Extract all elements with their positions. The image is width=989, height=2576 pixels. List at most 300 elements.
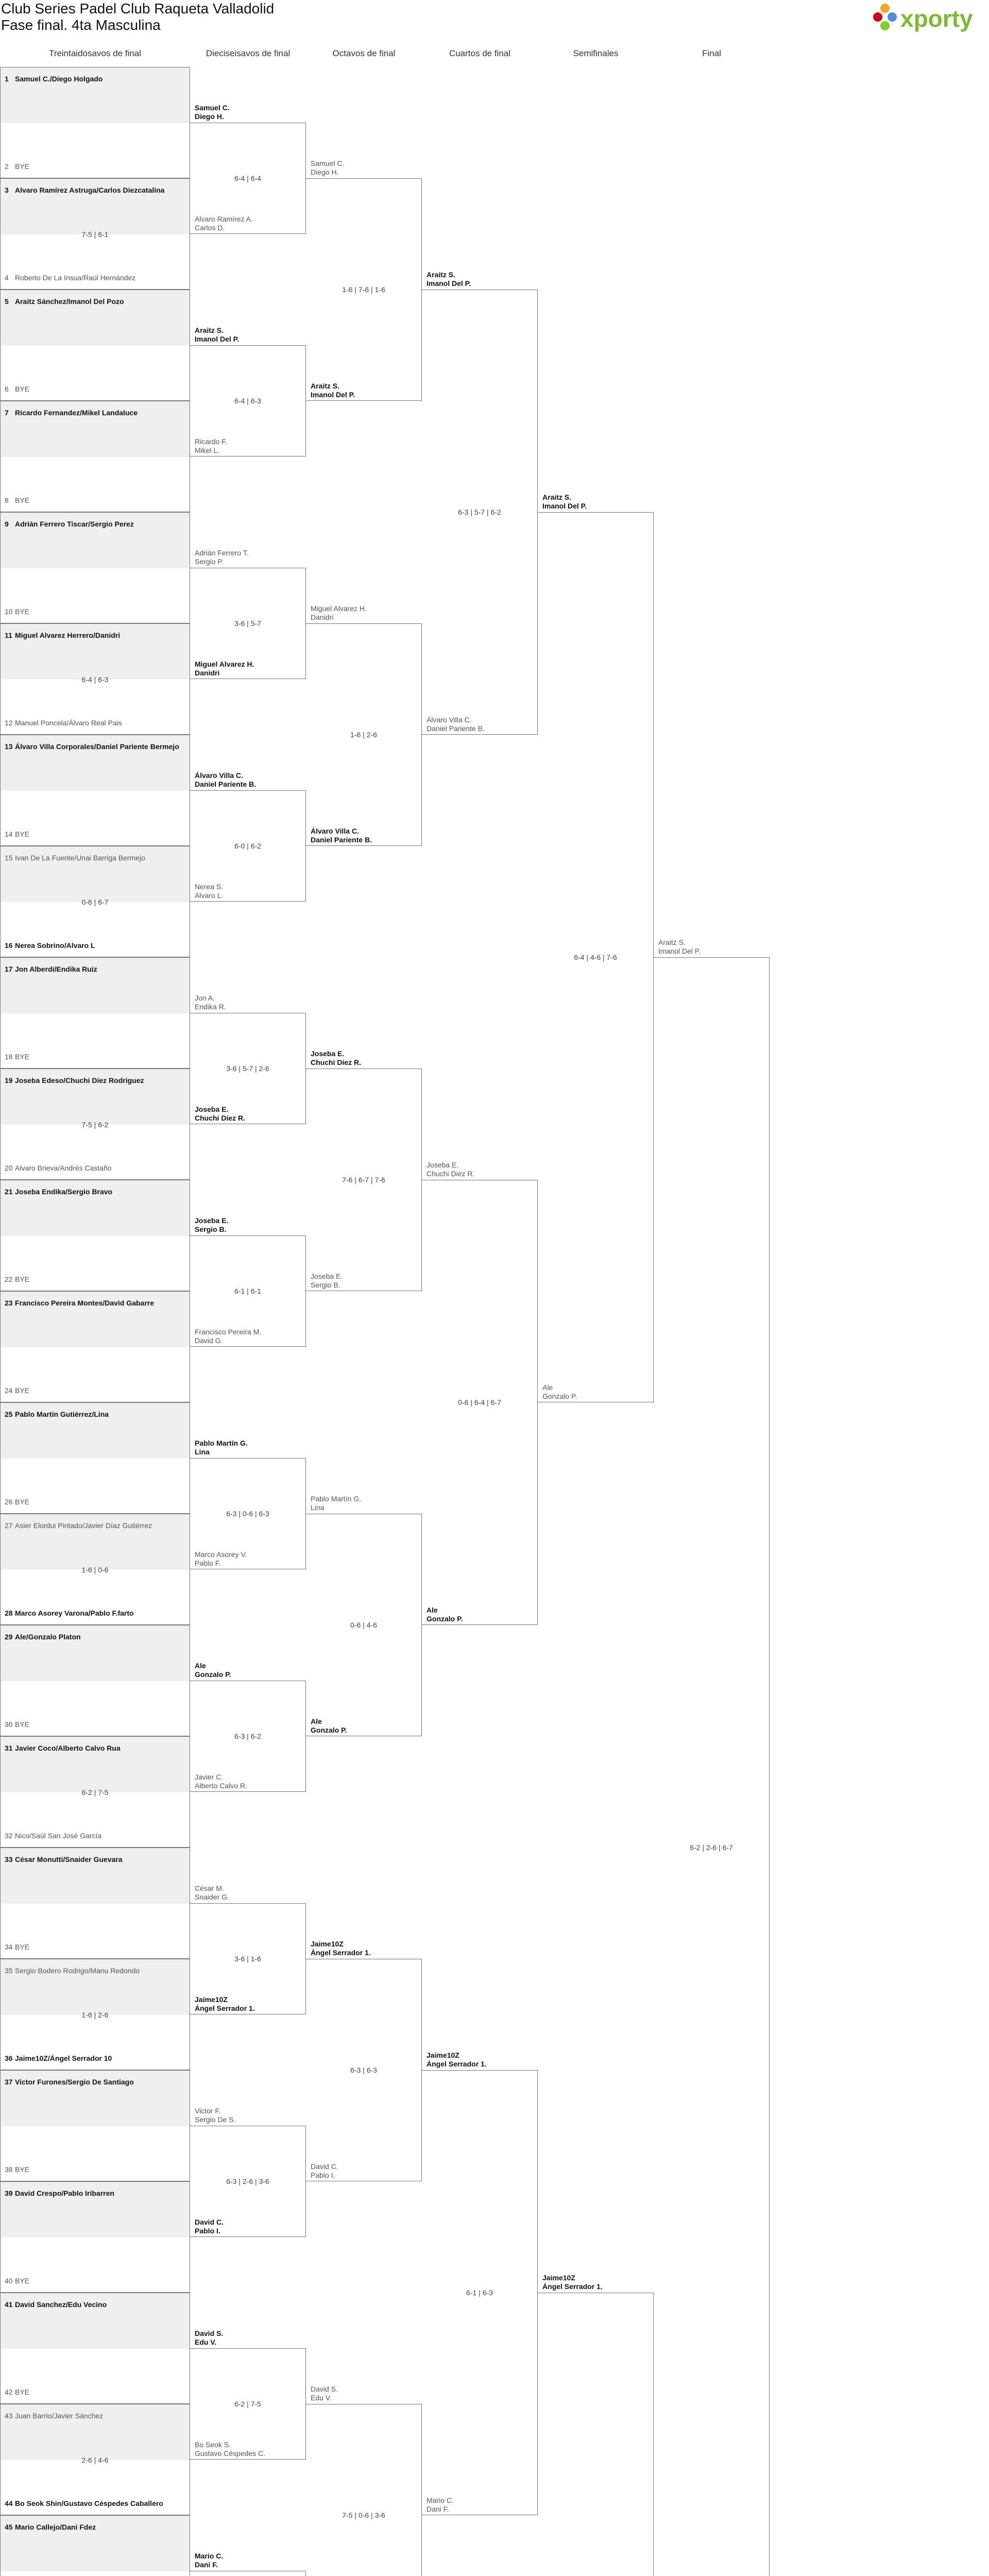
logo-text: xporty: [900, 5, 973, 32]
seed-number: 21: [5, 1188, 13, 1196]
player-name: Álvaro Villa C.: [311, 827, 359, 835]
team-entry[interactable]: [195, 994, 226, 1011]
match-box[interactable]: [0, 623, 190, 735]
match-score: 6-2 | 7-5: [81, 1788, 109, 1797]
player-name: Victor F.: [195, 2107, 221, 2115]
match-box[interactable]: [0, 178, 190, 290]
seed-number: 17: [5, 965, 13, 973]
match-box[interactable]: [306, 604, 422, 846]
team-entry[interactable]: [311, 1272, 343, 1290]
team-entry[interactable]: [195, 215, 253, 232]
team-entry[interactable]: [427, 1161, 474, 1178]
team-entry[interactable]: [427, 2496, 454, 2514]
seed-number: 26: [5, 1498, 13, 1506]
team-entry[interactable]: [195, 1439, 248, 1456]
player-entry[interactable]: [5, 1744, 188, 1752]
player-name: Ángel Serrador 1.: [542, 2282, 603, 2291]
player-name: Samuel C.: [195, 104, 230, 112]
match-box[interactable]: [0, 1625, 190, 1736]
seed-number: 44: [5, 2499, 13, 2507]
player-name: Diego H.: [195, 112, 224, 121]
seed-number: 22: [5, 1275, 13, 1283]
player-entry[interactable]: [5, 1299, 188, 1307]
team-entry[interactable]: [195, 2329, 223, 2347]
match-score: 2-6 | 4-6: [81, 2456, 109, 2464]
player-name: Alvaro L.: [195, 891, 224, 900]
match-box[interactable]: [0, 735, 190, 846]
team-entry[interactable]: [195, 437, 227, 455]
team-entry[interactable]: [195, 1884, 229, 1902]
match-box[interactable]: [422, 2051, 538, 2515]
player-name: Araitz S.: [195, 326, 224, 334]
team-entry[interactable]: [195, 1773, 247, 1790]
player-entry[interactable]: [5, 2523, 188, 2531]
match-box[interactable]: [190, 2107, 306, 2237]
team-entry[interactable]: [195, 1550, 247, 1568]
player-name: César Monutti/Snaider Guevara: [15, 1855, 123, 1863]
player-entry[interactable]: [5, 1053, 188, 1061]
match-box[interactable]: [190, 1439, 306, 1569]
team-entry[interactable]: [195, 1328, 261, 1345]
match-box[interactable]: [0, 957, 190, 1069]
player-name: Joseba E.: [195, 1105, 229, 1113]
player-name: Joseba Endika/Sergio Bravo: [15, 1188, 113, 1196]
player-name: Álvaro Villa Corporales/Daniel Pariente Bermejo: [15, 742, 179, 751]
player-entry[interactable]: [5, 965, 188, 973]
match-score: 6-2 | 2-6 | 6-7: [690, 1843, 733, 1852]
player-name: Araitz S.: [427, 270, 456, 279]
team-entry[interactable]: [311, 1495, 361, 1512]
player-name: Daniel Pariente B.: [195, 780, 257, 788]
player-name: Snaider G.: [195, 1893, 229, 1901]
team-entry[interactable]: [195, 771, 256, 789]
player-entry[interactable]: [5, 186, 188, 194]
player-name: Sergio B.: [311, 1281, 340, 1289]
player-name: Ale: [542, 1383, 553, 1392]
player-name: Dani F.: [427, 2505, 449, 2513]
player-name: David C.: [311, 2162, 338, 2171]
match-box[interactable]: [190, 994, 306, 1124]
match-box[interactable]: [190, 549, 306, 679]
player-name: Marco Asorey V.: [195, 1550, 247, 1558]
player-entry[interactable]: [5, 2300, 188, 2309]
player-name: David S.: [195, 2329, 224, 2337]
match-score: 7-5 | 6-2: [81, 1121, 109, 1129]
match-score: 0-6 | 6-4 | 6-7: [458, 1398, 501, 1406]
player-entry[interactable]: [5, 1967, 188, 1975]
player-entry[interactable]: [5, 1076, 188, 1084]
player-name: Jaime10Z: [542, 2274, 575, 2282]
seed-number: 4: [5, 274, 9, 282]
player-entry[interactable]: [5, 1410, 188, 1418]
player-name: Joseba E.: [427, 1161, 459, 1169]
player-name: Mikel L.: [195, 446, 220, 454]
team-entry[interactable]: [311, 1049, 361, 1067]
player-name: BYE: [15, 830, 30, 838]
team-entry[interactable]: [427, 270, 471, 288]
player-name: BYE: [15, 1943, 30, 1951]
player-entry[interactable]: [5, 1943, 188, 1951]
player-entry[interactable]: [5, 830, 188, 838]
match-score: 7-5 | 6-1: [81, 230, 109, 239]
match-score: 6-3 | 5-7 | 6-2: [458, 508, 501, 516]
player-entry[interactable]: [5, 162, 188, 171]
match-box[interactable]: [190, 1884, 306, 2014]
player-entry[interactable]: [5, 1521, 188, 1530]
seed-number: 31: [5, 1744, 13, 1752]
seed-number: 12: [5, 719, 13, 727]
match-score: 1-6 | 2-6: [81, 2011, 109, 2019]
player-entry[interactable]: [5, 2078, 188, 2086]
team-entry[interactable]: [311, 1940, 371, 1957]
seed-number: 20: [5, 1164, 13, 1172]
match-score: 6-3 | 2-6 | 3-6: [226, 2177, 269, 2185]
seed-number: 36: [5, 2054, 13, 2062]
seed-number: 6: [5, 385, 9, 393]
team-entry[interactable]: [311, 159, 344, 177]
player-name: Nerea S.: [195, 883, 224, 891]
seed-number: 37: [5, 2078, 13, 2086]
seed-number: 28: [5, 1609, 13, 1617]
match-score: 1-6 | 0-6: [81, 1566, 109, 1574]
seed-number: 32: [5, 1832, 13, 1840]
player-entry[interactable]: [5, 1164, 188, 1172]
team-entry[interactable]: [195, 1216, 228, 1234]
team-entry[interactable]: [311, 1717, 347, 1735]
player-entry[interactable]: [5, 1609, 188, 1617]
team-entry[interactable]: [195, 1662, 231, 1679]
team-entry[interactable]: [427, 716, 485, 733]
round-header: Octavos de final: [332, 48, 396, 58]
player-name: BYE: [15, 1498, 30, 1506]
player-entry[interactable]: [5, 75, 188, 83]
seed-number: 30: [5, 1720, 13, 1728]
logo-dot-red: [873, 12, 882, 22]
match-score: 7-6 | 6-7 | 7-6: [342, 1176, 385, 1184]
match-box[interactable]: [0, 1736, 190, 1848]
player-name: Gonzalo P.: [427, 1615, 463, 1623]
player-name: BYE: [15, 2165, 30, 2174]
match-box[interactable]: [190, 2552, 306, 2576]
match-box[interactable]: [0, 1514, 190, 1625]
player-name: Lina: [311, 1503, 325, 1512]
seed-number: 11: [5, 631, 12, 639]
player-name: Álvaro Villa C.: [195, 771, 243, 779]
player-entry[interactable]: [5, 496, 188, 504]
team-entry[interactable]: [195, 326, 239, 344]
team-entry[interactable]: [542, 493, 587, 511]
match-score: 6-4 | 6-3: [234, 397, 261, 405]
seed-number: 7: [5, 409, 9, 417]
seed-number: 5: [5, 297, 9, 306]
match-box[interactable]: [0, 1069, 190, 1180]
player-name: Miguel Alvarez H.: [311, 604, 367, 613]
player-name: David G.: [195, 1336, 223, 1345]
player-name: Gonzalo P.: [311, 1726, 347, 1734]
player-name: Sergio B.: [195, 1225, 227, 1233]
seed-number: 39: [5, 2189, 13, 2197]
player-name: Danidri: [311, 613, 334, 621]
player-name: BYE: [15, 2388, 30, 2396]
player-name: Ángel Serrador 1.: [195, 2004, 255, 2012]
player-name: Araitz S.: [311, 382, 340, 390]
player-name: Roberto De La Insua/Raúl Hernández: [15, 274, 136, 282]
player-name: Joseba Edeso/Chuchi Diez Rodriguez: [15, 1076, 144, 1084]
player-name: Samuel C./Diego Holgado: [15, 75, 103, 83]
player-name: BYE: [15, 385, 30, 393]
match-box[interactable]: [0, 1180, 190, 1291]
player-name: Sergio P.: [195, 557, 224, 566]
player-name: Gustavo Céspedes C.: [195, 2449, 265, 2458]
team-entry[interactable]: [195, 2441, 265, 2458]
match-box[interactable]: [0, 846, 190, 957]
player-entry[interactable]: [5, 1188, 188, 1196]
seed-number: 35: [5, 1967, 13, 1975]
seed-number: 9: [5, 520, 9, 528]
match-score: 6-2 | 7-5: [234, 2400, 261, 2408]
player-name: Jaime10Z/Ángel Serrador 10: [15, 2054, 112, 2062]
player-entry[interactable]: [5, 520, 188, 528]
player-name: Edu V.: [311, 2394, 332, 2402]
match-box[interactable]: [0, 2181, 190, 2293]
seed-number: 43: [5, 2412, 13, 2420]
match-box[interactable]: [0, 401, 190, 512]
match-score: 1-6 | 2-6: [350, 731, 377, 739]
player-name: Juan Barrio/Javier Sánchez: [15, 2412, 104, 2420]
match-box[interactable]: [190, 1216, 306, 1347]
player-name: Daniel Pariente B.: [427, 724, 485, 733]
round-header: Treintaidosavos de final: [49, 48, 141, 58]
player-name: Jaime10Z: [311, 1940, 344, 1948]
logo-dot-green: [880, 21, 890, 30]
player-entry[interactable]: [5, 409, 188, 417]
team-entry[interactable]: [195, 660, 254, 677]
match-box[interactable]: [306, 1495, 422, 1736]
player-name: Pablo I.: [311, 2171, 335, 2179]
match-box[interactable]: [422, 270, 538, 735]
match-score: 6-4 | 4-6 | 7-6: [574, 953, 617, 961]
player-entry[interactable]: [5, 742, 188, 751]
team-entry[interactable]: [427, 2051, 487, 2069]
match-score: 0-6 | 4-6: [350, 1621, 377, 1629]
match-box[interactable]: [538, 493, 654, 1402]
team-entry[interactable]: [195, 104, 230, 121]
match-box[interactable]: [0, 2070, 190, 2181]
player-name: Ivan De La Fuente/Unai Barriga Bermejo: [15, 854, 145, 862]
team-entry[interactable]: [195, 1995, 255, 2013]
match-box[interactable]: [0, 67, 190, 178]
player-name: Daniel Pariente B.: [311, 836, 372, 844]
match-score: 6-4 | 6-3: [81, 675, 109, 684]
player-name: Imanol Del P.: [195, 335, 240, 343]
team-entry[interactable]: [311, 2385, 338, 2402]
player-name: Pablo I.: [195, 2227, 220, 2235]
match-box[interactable]: [306, 1940, 422, 2181]
match-score: 6-4 | 6-4: [234, 174, 261, 182]
seed-number: 27: [5, 1521, 13, 1530]
player-name: Jaime10Z: [195, 1995, 228, 2004]
match-box[interactable]: [654, 938, 770, 2576]
match-box[interactable]: [0, 2515, 190, 2576]
match-score: 6-3 | 0-6 | 6-3: [226, 1510, 269, 1518]
player-name: Nico/Saúl San José García: [15, 1832, 102, 1840]
seed-number: 18: [5, 1053, 13, 1061]
match-box[interactable]: [422, 1161, 538, 1625]
match-box[interactable]: [306, 1049, 422, 1291]
seed-number: 24: [5, 1386, 13, 1395]
player-name: Victor Furones/Sergio De Santiago: [15, 2078, 134, 2086]
player-entry[interactable]: [5, 2165, 188, 2174]
seed-number: 2: [5, 162, 9, 171]
player-name: Alvaro Ramírez A.: [195, 215, 253, 223]
player-name: David C.: [195, 2218, 224, 2226]
match-box[interactable]: [0, 512, 190, 623]
player-name: Pablo Martín G.: [195, 1439, 248, 1447]
player-name: David Sanchez/Edu Vecino: [15, 2300, 107, 2309]
player-entry[interactable]: [5, 2388, 188, 2396]
player-name: Araitz Sánchez/Imanol Del Pozo: [15, 297, 124, 306]
match-score: 6-3 | 6-2: [234, 1732, 261, 1740]
player-name: Edu V.: [195, 2338, 217, 2346]
player-entry[interactable]: [5, 1386, 188, 1395]
player-name: Pablo F.: [195, 1559, 221, 1567]
player-entry[interactable]: [5, 631, 188, 639]
player-name: BYE: [15, 1275, 30, 1283]
team-entry[interactable]: [311, 827, 372, 844]
seed-number: 23: [5, 1299, 13, 1307]
seed-number: 29: [5, 1633, 13, 1641]
seed-number: 10: [5, 607, 13, 616]
match-score: 6-1 | 6-1: [234, 1287, 261, 1295]
player-name: César M.: [195, 1884, 224, 1892]
player-name: Ale: [427, 1606, 438, 1614]
match-box[interactable]: [190, 326, 306, 456]
team-entry[interactable]: [195, 2552, 223, 2569]
player-name: Gonzalo P.: [195, 1670, 231, 1679]
seed-number: 15: [5, 854, 13, 862]
match-box[interactable]: [190, 104, 306, 234]
team-entry[interactable]: [311, 2162, 338, 2180]
player-name: Bo Seok Shin/Gustavo Céspedes Caballero: [15, 2499, 163, 2507]
match-box[interactable]: [190, 1662, 306, 1792]
team-entry[interactable]: [311, 382, 355, 399]
player-name: Javier Coco/Alberto Calvo Rua: [15, 1744, 121, 1752]
team-entry[interactable]: [542, 1383, 577, 1401]
match-box[interactable]: [190, 771, 306, 902]
player-entry[interactable]: [5, 385, 188, 393]
team-entry[interactable]: [195, 883, 223, 900]
player-name: Chuchi Diez R.: [311, 1058, 362, 1066]
player-name: Miguel Alvarez H.: [195, 660, 254, 668]
player-name: Francisco Pereira Montes/David Gabarre: [15, 1299, 154, 1307]
match-box[interactable]: [0, 290, 190, 401]
player-name: Joseba E.: [195, 1216, 229, 1225]
player-entry[interactable]: [5, 2189, 188, 2197]
player-name: Jon Alberdi/Endika Ruiz: [15, 965, 97, 973]
player-name: Álvaro Villa C.: [427, 716, 472, 724]
player-entry[interactable]: [5, 274, 188, 282]
match-box[interactable]: [0, 1291, 190, 1402]
match-score: 7-5 | 0-6 | 3-6: [342, 2511, 385, 2519]
round-header: Semifinales: [573, 48, 619, 58]
team-entry[interactable]: [427, 1606, 463, 1623]
match-box[interactable]: [0, 1848, 190, 1959]
player-entry[interactable]: [5, 1855, 188, 1863]
player-name: Marco Asorey Varona/Pablo F.farto: [15, 1609, 134, 1617]
team-entry[interactable]: [195, 549, 249, 566]
player-entry[interactable]: [5, 2277, 188, 2285]
page-subtitle: Fase final. 4ta Masculina: [1, 17, 161, 33]
match-box[interactable]: [190, 2329, 306, 2460]
player-name: Adrián Ferrero T.: [195, 549, 249, 557]
player-entry[interactable]: [5, 2499, 188, 2507]
player-name: Ricardo Fernandez/Mikel Landaluce: [15, 409, 138, 417]
match-box[interactable]: [0, 1959, 190, 2070]
player-name: BYE: [15, 2277, 30, 2285]
round-header: Dieciseisavos de final: [206, 48, 291, 58]
match-box[interactable]: [306, 159, 422, 401]
player-entry[interactable]: [5, 1275, 188, 1283]
match-box[interactable]: [538, 2274, 654, 2576]
player-entry[interactable]: [5, 941, 188, 950]
match-box[interactable]: [0, 1402, 190, 1514]
player-entry[interactable]: [5, 1720, 188, 1728]
player-name: Endika R.: [195, 1003, 226, 1011]
player-entry[interactable]: [5, 1832, 188, 1840]
player-name: Imanol Del P.: [542, 502, 587, 510]
match-score: 3-6 | 5-7 | 2-6: [226, 1064, 269, 1073]
player-name: Imanol Del P.: [427, 279, 471, 287]
player-name: Danidri: [195, 669, 220, 677]
player-name: Alberto Calvo R.: [195, 1782, 247, 1790]
team-entry[interactable]: [658, 938, 701, 956]
team-entry[interactable]: [195, 2107, 235, 2124]
team-entry[interactable]: [195, 2218, 224, 2235]
match-box[interactable]: [0, 2293, 190, 2404]
player-entry[interactable]: [5, 297, 188, 306]
team-entry[interactable]: [195, 1105, 245, 1123]
seed-number: 42: [5, 2388, 13, 2396]
player-name: Jaime10Z: [427, 2051, 459, 2059]
player-entry[interactable]: [5, 719, 188, 727]
match-score: 6-3 | 6-3: [350, 2066, 377, 2074]
player-name: Joseba E.: [311, 1049, 345, 1058]
player-name: Javier C.: [195, 1773, 224, 1781]
player-name: Manuel Poncela/Álvaro Real Pais: [15, 719, 122, 727]
xporty-logo[interactable]: [872, 1, 987, 37]
team-entry[interactable]: [542, 2274, 603, 2291]
player-entry[interactable]: [5, 1633, 188, 1641]
player-name: Alvaro Ramírez Astruga/Carlos Diezcatalina: [15, 186, 165, 194]
match-box[interactable]: [306, 2385, 422, 2576]
round-header: Cuartos de final: [449, 48, 511, 58]
player-entry[interactable]: [5, 1498, 188, 1506]
match-box[interactable]: [0, 2404, 190, 2515]
seed-number: 8: [5, 496, 9, 504]
player-entry[interactable]: [5, 2412, 188, 2420]
seed-number: 38: [5, 2165, 13, 2174]
player-name: Ale/Gonzalo Platon: [15, 1633, 81, 1641]
player-name: Pablo Martín Gutiérrez/Lina: [15, 1410, 109, 1418]
team-entry[interactable]: [311, 604, 367, 622]
player-entry[interactable]: [5, 607, 188, 616]
player-name: David Crespo/Pablo Iribarren: [15, 2189, 114, 2197]
match-score: 1-6 | 7-6 | 1-6: [342, 285, 385, 294]
player-entry[interactable]: [5, 2054, 188, 2062]
player-name: Mario C.: [195, 2552, 224, 2560]
player-name: Alvaro Brieva/Andrés Castaño: [15, 1164, 112, 1172]
player-entry[interactable]: [5, 854, 188, 862]
